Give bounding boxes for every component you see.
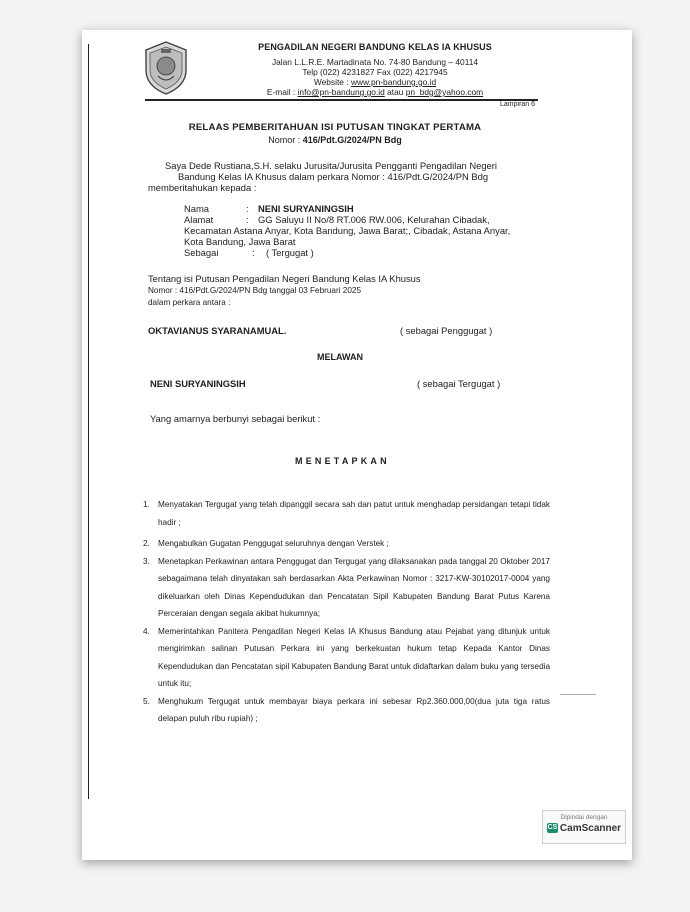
camscanner-caption: Dipindai dengan [560,814,608,821]
sebagai-value: ( Tergugat ) [266,247,314,258]
tergugat-role: ( sebagai Tergugat ) [417,378,501,389]
title-number-value: 416/Pdt.G/2024/PN Bdg [302,135,402,145]
ruling-item-number: 3. [143,556,150,566]
letterhead-divider [145,99,538,101]
lampiran-label: Lampiran 6 [500,101,536,108]
ruling-item-number: 4. [143,626,150,636]
sebagai-colon: : [252,247,255,258]
ruling-item [143,693,550,728]
tentang-line-2: Nomor : 416/Pdt.G/2024/PN Bdg tanggal 03 Februari 2025 [148,286,362,295]
penggugat-name: OKTAVIANUS SYARANAMUAL. [148,325,287,336]
nama-label: Nama [184,203,210,214]
amar-intro: Yang amarnya berbunyi sebagai berikut : [150,413,321,424]
versus-label: MELAWAN [317,352,363,362]
court-address: Jalan L.L.R.E. Martadinata No. 74-80 Bandung – 40114 [271,57,479,67]
alamat-line-1: GG Saluyu II No/8 RT.006 RW.006, Kelurahan Cibadak, [258,214,490,225]
camscanner-brand [543,823,625,834]
ruling-item-text: Menghukum Tergugat untuk membayar biaya perkara ini sebesar Rp2.360.000,00(dua juta tiga ratus delapan puluh ribu rupiah) ; [158,696,550,723]
ruling-item-text: Menyatakan Tergugat yang telah dipanggil secara sah dan patut untuk menghadap persidangan tetapi tidak hadir ; [158,500,550,527]
intro-line-2: Bandung Kelas IA Khusus dalam perkara Nomor : 416/Pdt.G/2024/PN Bdg [178,171,489,182]
scan-mark [560,694,596,695]
email-link-1: info@pn-bandung.go.id [297,87,385,97]
ruling-item [143,535,550,553]
alamat-line-3: Kota Bandung, Jawa Barat [184,236,296,247]
ruling-item-text: Mengabulkan Gugatan Penggugat seluruhnya dengan Verstek ; [158,539,389,548]
alamat-line-2: Kecamatan Astana Anyar, Kota Bandung, Jawa Barat;, Cibadak, Astana Anyar, [184,225,511,236]
ruling-item [143,623,550,693]
email-link-2: pn_bdg@yahoo.com [405,87,484,97]
court-name: PENGADILAN NEGERI BANDUNG KELAS IA KHUSUS [258,42,492,52]
tentang-line-3: dalam perkara antara : [148,298,231,307]
email-label: E-mail : [266,87,298,97]
penggugat-role: ( sebagai Penggugat ) [400,325,493,336]
title-number-label: Nomor : [268,135,303,145]
ruling-item [143,553,550,623]
margin-line [88,44,89,799]
menetapkan-heading: MENETAPKAN [295,456,390,466]
ruling-item-text: Memerintahkan Panitera Pengadilan Negeri Kelas IA Khusus Bandung atau Pejabat yang ditunjuk untuk mengirimkan salinan Putusan Perkara ini yang berkekuatan hukum tetap Kepada Kantor Dinas Kependudukan dan Pencatatan sipil Kabupaten Bandung Barat untuk didaftarkan dalam buku yang tersedia untuk itu; [158,626,550,688]
camscanner-name: CamScanner [559,823,622,834]
tentang-line-1: Tentang isi Putusan Pengadilan Negeri Bandung Kelas IA Khusus [148,273,421,284]
camscanner-watermark [542,810,626,844]
title-number [160,135,510,145]
ruling-item-text: Menetapkan Perkawinan antara Penggugat dan Tergugat yang dilaksanakan pada tanggal 20 Oktober 2017 sebagaimana telah dinyatakan sah berdasarkan Akta Perkawinan Nomor : 3217-KW-30102017-0004 yang dikeluarkan oleh Dinas Kependudukan dan Pencatatan Sipil Kabupaten Bandung Barat Putus Karena Perceraian dengan segala akibat hukumnya; [158,556,550,618]
intro-line-3: memberitahukan kepada : [148,182,257,193]
court-phone: Telp (022) 4231827 Fax (022) 4217945 [302,67,448,77]
court-seal-logo [142,40,190,96]
ruling-item-number: 2. [143,539,150,548]
sebagai-label: Sebagai [184,247,219,258]
ruling-item [143,496,550,531]
alamat-colon: : [246,214,249,225]
tergugat-name: NENI SURYANINGSIH [150,378,246,389]
title-main: RELAAS PEMBERITAHUAN ISI PUTUSAN TINGKAT PERTAMA [188,122,482,133]
nama-colon: : [246,203,249,214]
camscanner-logo-icon: CS [547,824,558,832]
alamat-label: Alamat [184,214,214,225]
letterhead [210,42,540,97]
document-page [82,30,632,860]
intro-line-1: Saya Dede Rustiana,S.H. selaku Jurusita/Jurusita Pengganti Pengadilan Negeri [165,160,497,171]
nama-value: NENI SURYANINGSIH [258,203,354,214]
ruling-list [143,496,550,728]
court-website-line [210,77,540,87]
website-link: www.pn-bandung.go.id [350,77,437,87]
document-title [160,122,510,145]
ruling-item-number: 1. [143,500,150,509]
website-label: Website : [313,77,351,87]
ruling-item-number: 5. [143,696,150,706]
email-separator: atau [384,87,406,97]
court-email-line [210,87,540,97]
